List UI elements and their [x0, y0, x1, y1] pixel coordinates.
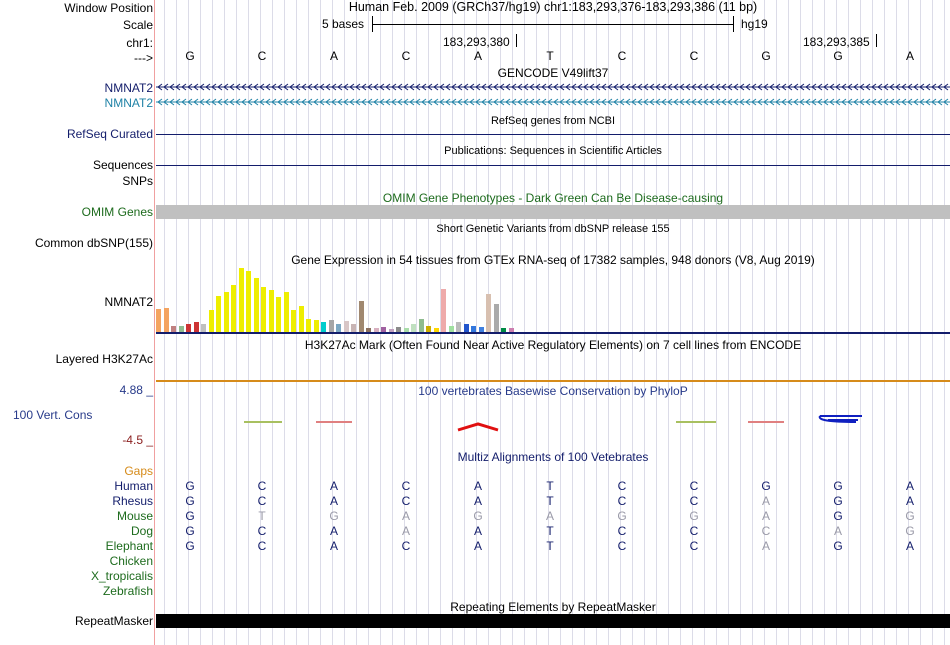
- gtex-bar[interactable]: [231, 285, 236, 332]
- gtex-bar[interactable]: [306, 319, 311, 332]
- reference-base: A: [905, 49, 914, 63]
- repeatmasker-track-title: Repeating Elements by RepeatMasker: [450, 600, 656, 614]
- strand-arrow-label[interactable]: --->: [134, 51, 153, 65]
- aligned-base: C: [617, 524, 627, 538]
- gtex-bar[interactable]: [201, 324, 206, 332]
- gtex-bar[interactable]: [284, 292, 289, 332]
- aligned-base: A: [401, 509, 410, 523]
- gtex-bar[interactable]: [464, 324, 469, 332]
- gtex-bar-chart[interactable]: [156, 266, 556, 332]
- aligned-base: T: [546, 539, 554, 553]
- aligned-base: C: [617, 479, 627, 493]
- refseq-track-title: RefSeq genes from NCBI: [490, 115, 616, 127]
- gencode-gene-1[interactable]: [156, 81, 950, 93]
- reference-base: T: [546, 49, 554, 63]
- gtex-bar[interactable]: [254, 278, 259, 332]
- aligned-base: A: [329, 494, 338, 508]
- aligned-base: G: [473, 509, 483, 523]
- gaps-label[interactable]: Gaps: [124, 464, 153, 478]
- reference-base: C: [257, 49, 267, 63]
- gtex-bar[interactable]: [269, 290, 274, 332]
- aligned-base: G: [689, 509, 699, 523]
- aligned-base: C: [401, 539, 411, 553]
- gtex-bar[interactable]: [314, 320, 319, 332]
- gtex-bar[interactable]: [276, 297, 281, 332]
- gtex-bar[interactable]: [321, 322, 326, 332]
- chrom-label: chr1:: [126, 36, 153, 50]
- gtex-bar[interactable]: [216, 296, 221, 332]
- gtex-bar[interactable]: [329, 320, 334, 332]
- publications-track-label[interactable]: Sequences: [92, 158, 153, 172]
- gtex-bar[interactable]: [344, 321, 349, 332]
- aligned-base: G: [185, 509, 195, 523]
- aligned-base: T: [546, 479, 554, 493]
- assembly-label: hg19: [741, 17, 768, 31]
- aligned-base: G: [185, 494, 195, 508]
- aligned-base: C: [257, 494, 267, 508]
- gtex-bar[interactable]: [164, 308, 169, 332]
- scale-text: 5 bases: [322, 17, 365, 31]
- aligned-base: G: [185, 539, 195, 553]
- omim-track-label[interactable]: OMIM Genes: [81, 205, 153, 219]
- reference-base: C: [617, 49, 627, 63]
- window-position-label: Window Position: [64, 1, 153, 15]
- reference-base: G: [185, 49, 195, 63]
- gtex-track-label[interactable]: NMNAT2: [104, 295, 153, 309]
- gencode-track-title: GENCODE V49lift37: [497, 66, 609, 80]
- omim-feature-bar[interactable]: [156, 205, 950, 219]
- aligned-base: A: [473, 494, 482, 508]
- conservation-mark-6: [820, 416, 862, 422]
- aligned-base: G: [833, 509, 843, 523]
- aligned-base: A: [473, 479, 482, 493]
- reference-base: A: [329, 49, 338, 63]
- gtex-bar[interactable]: [359, 301, 364, 332]
- conservation-track-label[interactable]: 100 Vert. Cons: [13, 408, 93, 422]
- aligned-base: A: [545, 509, 554, 523]
- gtex-bar[interactable]: [351, 324, 356, 332]
- conservation-mark-3: [458, 424, 498, 430]
- coord-label-1: 183,293,380: [443, 35, 510, 49]
- aligned-base: A: [329, 524, 338, 538]
- aligned-base: A: [905, 494, 914, 508]
- gtex-bar[interactable]: [291, 310, 296, 332]
- h3k27ac-signal-line[interactable]: [156, 380, 950, 382]
- aligned-base: G: [833, 539, 843, 553]
- aligned-base: G: [905, 524, 915, 538]
- aligned-base: A: [329, 479, 338, 493]
- gtex-bar[interactable]: [456, 322, 461, 332]
- gencode-gene-2[interactable]: [156, 96, 950, 108]
- dbsnp-track-title: Short Genetic Variants from dbSNP release 155: [436, 223, 670, 235]
- gtex-bar[interactable]: [494, 304, 499, 332]
- reference-base: G: [833, 49, 843, 63]
- aligned-base: A: [905, 539, 914, 553]
- dbsnp-track-label[interactable]: Common dbSNP(155): [34, 236, 153, 250]
- gtex-baseline: [156, 332, 950, 334]
- gtex-bar[interactable]: [411, 324, 416, 332]
- aligned-base: G: [185, 479, 195, 493]
- conservation-min-label: -4.5 _: [122, 433, 153, 447]
- h3k27ac-track-label[interactable]: Layered H3K27Ac: [55, 352, 153, 366]
- reference-base: G: [761, 49, 771, 63]
- multiz-track-title: Multiz Alignments of 100 Vetebrates: [457, 450, 649, 464]
- aligned-base: C: [761, 524, 771, 538]
- species-label[interactable]: Zebrafish: [102, 584, 153, 598]
- gtex-bar[interactable]: [299, 306, 304, 332]
- scale-bar: [372, 24, 733, 25]
- aligned-base: C: [401, 494, 411, 508]
- aligned-base: A: [905, 479, 914, 493]
- aligned-base: G: [905, 509, 915, 523]
- aligned-base: A: [473, 524, 482, 538]
- scale-bar-left-tick: [372, 16, 373, 32]
- species-label[interactable]: Elephant: [105, 539, 153, 553]
- aligned-base: A: [329, 539, 338, 553]
- species-label[interactable]: X_tropicalis: [90, 569, 153, 583]
- aligned-base: A: [473, 539, 482, 553]
- aligned-base: C: [689, 539, 699, 553]
- gtex-bar[interactable]: [419, 319, 424, 332]
- gtex-track-title: Gene Expression in 54 tissues from GTEx RNA-seq of 17382 samples, 948 donors (V8, Aug 2019): [291, 253, 815, 267]
- aligned-base: G: [329, 509, 339, 523]
- aligned-base: G: [833, 479, 843, 493]
- gtex-bar[interactable]: [156, 309, 161, 332]
- species-label[interactable]: Mouse: [116, 509, 153, 523]
- publications-line[interactable]: [156, 165, 950, 166]
- gtex-bar[interactable]: [194, 322, 199, 332]
- aligned-base: C: [401, 479, 411, 493]
- aligned-base: C: [617, 539, 627, 553]
- reference-base: C: [401, 49, 411, 63]
- refseq-gene-line[interactable]: [156, 134, 950, 135]
- reference-base: C: [689, 49, 699, 63]
- repeatmasker-track-label[interactable]: RepeatMasker: [74, 614, 153, 628]
- scale-bar-right-tick: [733, 16, 734, 32]
- aligned-base: A: [761, 539, 770, 553]
- gtex-bar[interactable]: [486, 294, 491, 332]
- coord-tick-2: [876, 34, 877, 47]
- aligned-base: C: [257, 539, 267, 553]
- label-column-separator: [154, 0, 155, 645]
- gencode-gene-label-2[interactable]: NMNAT2: [104, 96, 153, 110]
- aligned-base: C: [257, 524, 267, 538]
- aligned-base: A: [833, 524, 842, 538]
- conservation-max-label: 4.88 _: [119, 383, 153, 397]
- omim-track-title: OMIM Gene Phenotypes - Dark Green Can Be Disease-causing: [382, 191, 724, 205]
- aligned-base: G: [617, 509, 627, 523]
- aligned-base: C: [617, 494, 627, 508]
- aligned-base: C: [689, 494, 699, 508]
- window-position-title: Human Feb. 2009 (GRCh37/hg19) chr1:183,293,376-183,293,386 (11 bp): [348, 0, 758, 14]
- aligned-base: G: [833, 494, 843, 508]
- gtex-bar[interactable]: [441, 289, 446, 332]
- publications-track-title: Publications: Sequences in Scientific Articles: [444, 145, 662, 157]
- gtex-bar[interactable]: [239, 268, 244, 332]
- aligned-base: T: [258, 509, 266, 523]
- aligned-base: G: [761, 479, 771, 493]
- gtex-bar[interactable]: [261, 287, 266, 332]
- gtex-bar[interactable]: [186, 324, 191, 332]
- species-label[interactable]: Chicken: [109, 554, 153, 568]
- scale-label: Scale: [122, 18, 153, 32]
- aligned-base: T: [546, 494, 554, 508]
- reference-base: A: [473, 49, 482, 63]
- refseq-track-label[interactable]: RefSeq Curated: [66, 127, 153, 141]
- snps-track-label[interactable]: SNPs: [122, 174, 153, 188]
- gtex-bar[interactable]: [224, 292, 229, 332]
- gencode-gene-label-1[interactable]: NMNAT2: [104, 81, 153, 95]
- aligned-base: A: [761, 494, 770, 508]
- aligned-base: C: [257, 479, 267, 493]
- aligned-base: T: [546, 524, 554, 538]
- aligned-base: C: [689, 479, 699, 493]
- h3k27ac-track-title: H3K27Ac Mark (Often Found Near Active Regulatory Elements) on 7 cell lines from ENCODE: [304, 338, 802, 352]
- species-label[interactable]: Human: [114, 479, 153, 493]
- gtex-bar[interactable]: [336, 324, 341, 332]
- repeatmasker-feature-bar[interactable]: [156, 614, 950, 628]
- species-label[interactable]: Rhesus: [112, 494, 153, 508]
- aligned-base: C: [689, 524, 699, 538]
- gtex-bar[interactable]: [246, 271, 251, 332]
- coord-label-2: 183,293,385: [803, 35, 870, 49]
- aligned-base: G: [185, 524, 195, 538]
- aligned-base: A: [401, 524, 410, 538]
- species-label[interactable]: Dog: [130, 524, 153, 538]
- aligned-base: A: [761, 509, 770, 523]
- conservation-track-title: 100 vertebrates Basewise Conservation by PhyloP: [418, 384, 688, 398]
- coord-tick-1: [516, 34, 517, 47]
- gtex-bar[interactable]: [209, 310, 214, 332]
- conservation-plot[interactable]: [156, 412, 950, 434]
